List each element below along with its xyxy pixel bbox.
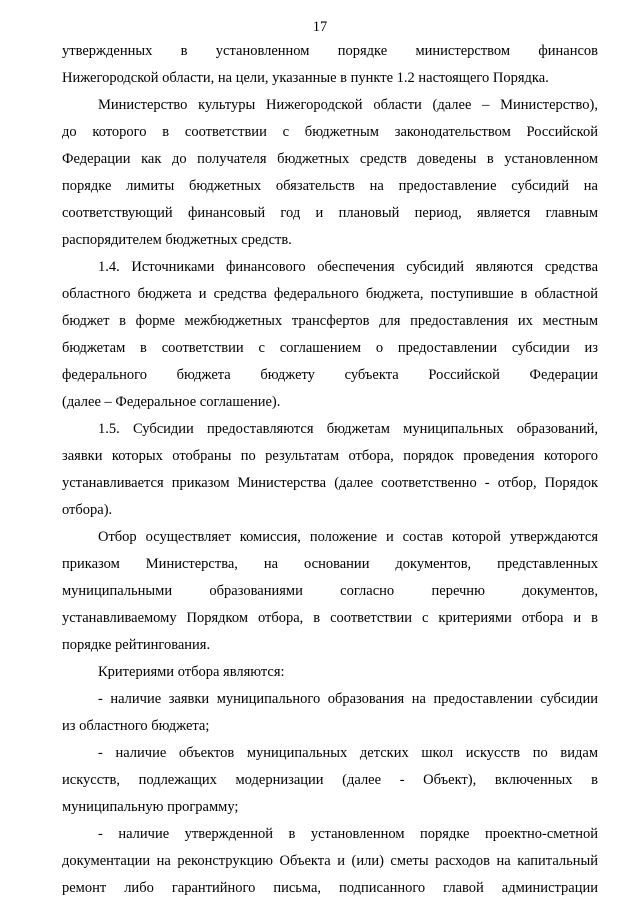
text-line: документации на реконструкцию Объекта и (или) сметы расходов на капитальный <box>62 853 598 869</box>
text-line: устанавливаемому Порядком отбора, в соответствии с критериями отбора и в <box>62 610 598 626</box>
text-line: Нижегородской области, на цели, указанные в пункте 1.2 настоящего Порядка. <box>62 70 549 86</box>
text-line: утвержденных в установленном порядке министерством финансов <box>62 43 598 59</box>
document-body <box>62 38 598 902</box>
text-line: Отбор осуществляет комиссия, положение и состав которой утверждаются <box>98 529 598 545</box>
text-line: заявки которых отобраны по результатам отбора, порядок проведения которого <box>62 448 598 464</box>
text-line: порядке рейтингования. <box>62 637 211 653</box>
text-line: областного бюджета и средства федерального бюджета, поступившие в областной <box>62 286 598 302</box>
text-line: муниципальную программу; <box>62 799 239 815</box>
text-line: до которого в соответствии с бюджетным законодательством Российской <box>62 124 598 140</box>
text-line: порядке лимиты бюджетных обязательств на предоставление субсидий на <box>62 178 598 194</box>
text-line: (далее – Федеральное соглашение). <box>62 394 281 410</box>
text-line: Критериями отбора являются: <box>98 664 285 680</box>
text-line: из областного бюджета; <box>62 718 210 734</box>
text-line: распорядителем бюджетных средств. <box>62 232 292 248</box>
text-line: бюджетам в соответствии с соглашением о предоставлении субсидии из <box>62 340 598 356</box>
page-number: 17 <box>312 19 328 35</box>
text-line: муниципальными образованиями согласно перечню документов, <box>62 583 598 599</box>
text-line: искусств, подлежащих модернизации (далее - Объект), включенных в <box>62 772 598 788</box>
text-line: Федерации как до получателя бюджетных средств доведены в установленном <box>62 151 598 167</box>
text-line: устанавливается приказом Министерства (далее соответственно - отбор, Порядок <box>62 475 598 491</box>
text-line: - наличие утвержденной в установленном порядке проектно-сметной <box>98 826 598 842</box>
text-line: - наличие заявки муниципального образования на предоставлении субсидии <box>98 691 598 707</box>
text-line: бюджет в форме межбюджетных трансфертов для предоставления их местным <box>62 313 598 329</box>
text-line: приказом Министерства, на основании документов, представленных <box>62 556 598 572</box>
text-line: ремонт либо гарантийного письма, подписанного главой администрации <box>62 880 598 896</box>
text-line: отбора). <box>62 502 113 518</box>
text-line: 1.4. Источниками финансового обеспечения субсидий являются средства <box>98 259 598 275</box>
text-line: Министерство культуры Нижегородской области (далее – Министерство), <box>98 97 598 113</box>
text-line: федерального бюджета бюджету субъекта Российской Федерации <box>62 367 598 383</box>
text-line: 1.5. Субсидии предоставляются бюджетам муниципальных образований, <box>98 421 598 437</box>
text-line: соответствующий финансовый год и плановый период, является главным <box>62 205 598 221</box>
text-line: - наличие объектов муниципальных детских школ искусств по видам <box>98 745 598 761</box>
